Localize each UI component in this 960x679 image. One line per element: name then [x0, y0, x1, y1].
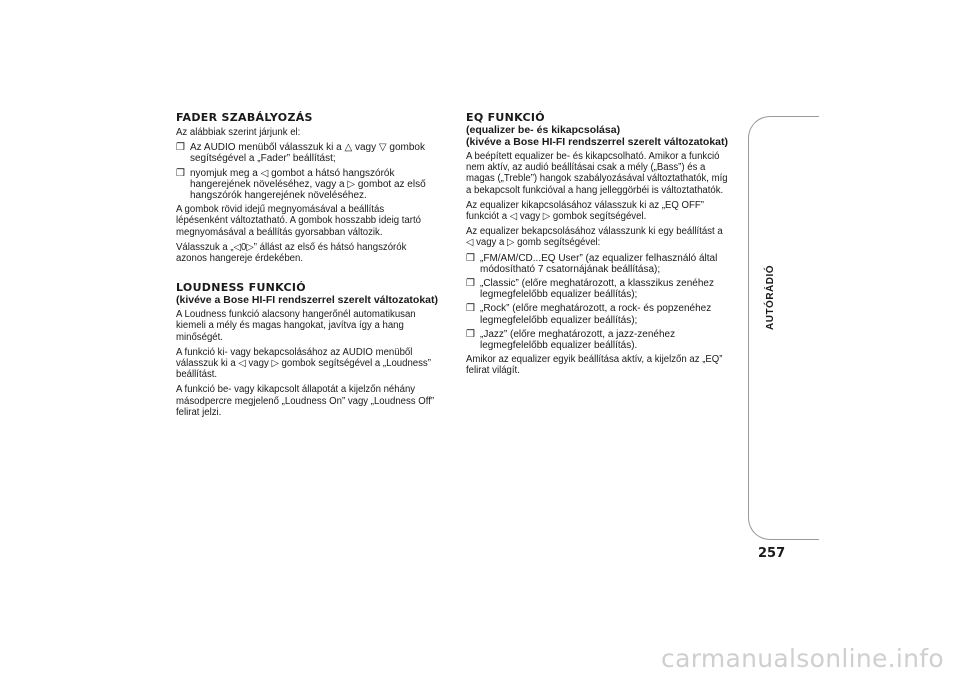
fader-intro: Az alábbiak szerint járjunk el:: [176, 127, 301, 138]
left-column: [176, 112, 446, 422]
left-triangle-icon: ◁: [466, 237, 474, 249]
eq-item: ❒ „Classic” (előre meghatározott, a klasszikus zenéhez legmegfelelőbb equalizer beállítás);: [466, 278, 714, 301]
loudness-subheading: (kivéve a Bose HI-FI rendszerrel szerelt változatokat): [176, 294, 439, 307]
eq-paragraph-3: Az equalizer bekapcsolásához válasszunk ki egy beállítást a ◁ vagy a ▷ gomb segítségével:: [466, 226, 723, 249]
eq-item: ❒ „FM/AM/CD...EQ User” (az equalizer felhasználó által módosítható 7 csatornájának beállítása);: [466, 252, 718, 275]
right-triangle-icon: ▷: [271, 358, 279, 370]
fader-paragraph-2: Válasszuk a „◁0▷” állást az első és hátsó hangszórók azonos hangereje érdekében.: [176, 241, 407, 265]
up-triangle-icon: △: [344, 142, 353, 154]
page-number: 257: [758, 546, 786, 561]
chapter-tab: [748, 116, 819, 540]
right-triangle-icon: ▷: [246, 241, 254, 253]
eq-heading: EQ FUNKCIÓ: [466, 111, 545, 124]
right-triangle-icon: ▷: [507, 237, 515, 249]
watermark: carmanualsonline.info: [661, 644, 944, 673]
left-triangle-icon: ◁: [238, 358, 246, 370]
eq-paragraph-2: Az equalizer kikapcsolásához válasszuk ki az „EQ OFF” funkciót a ◁ vagy ▷ gombok segítségével.: [466, 199, 704, 223]
left-triangle-icon: ◁: [509, 211, 518, 223]
checkbox-bullet-icon: ❒: [176, 142, 185, 154]
down-triangle-icon: ▽: [378, 142, 387, 154]
fader-item-1: ❒ Az AUDIO menüből válasszuk ki a △ vagy ▽ gombok segítségével a „Fader” beállítást;: [176, 142, 425, 165]
eq-paragraph-4: Amikor az equalizer egyik beállítása aktív, a kijelzőn az „EQ” felirat világít.: [466, 354, 723, 377]
eq-item: ❒ „Rock” (előre meghatározott, a rock- és popzenéhez legmegfelelőbb equalizer beállítás);: [466, 303, 712, 326]
fader-paragraph-1: A gombok rövid idejű megnyomásával a beállítás lépésenként változtatható. A gombok hosszabb ideig tartó megnyomásával a beállítás gyorsabban változik.: [176, 204, 421, 238]
fader-item-2: ❒ nyomjuk meg a ◁ gombot a hátsó hangszórók hangerejének növeléséhez, vagy a ▷ gombot az első hangszórók hangerejének növeléséhez.: [176, 167, 426, 202]
checkbox-bullet-icon: ❒: [466, 303, 475, 315]
loudness-paragraph-2: A funkció ki- vagy bekapcsolásához az AUDIO menüből válasszuk ki a ◁ vagy ▷ gombok segítségével a „Loudness” beállítást.: [176, 346, 431, 381]
left-triangle-icon: ◁: [260, 167, 269, 179]
right-triangle-icon: ▷: [347, 178, 356, 190]
right-triangle-icon: ▷: [542, 211, 551, 223]
checkbox-bullet-icon: ❒: [466, 252, 475, 264]
fader-heading: FADER SZABÁLYOZÁS: [176, 111, 313, 124]
loudness-paragraph-1: A Loudness funkció alacsony hangerőnél automatikusan kiemeli a mély és magas hangokat, javítva így a hang minőségét.: [176, 309, 416, 343]
checkbox-bullet-icon: ❒: [176, 167, 185, 179]
checkbox-bullet-icon: ❒: [466, 328, 475, 340]
loudness-heading: LOUDNESS FUNKCIÓ: [176, 281, 306, 295]
checkbox-bullet-icon: ❒: [466, 278, 475, 290]
eq-paragraph-1: A beépített equalizer be- és kikapcsolható. Amikor a funkció nem aktív, az audió beállításai csak a mély („Bass”) és a magas („Treble”) hangok szabályozásával változtathatók, míg a bekapcsolt funkcióval a hang jelleggörbéi is változtathatók.: [466, 151, 728, 196]
eq-subheading-1: (equalizer be- és kikapcsolása): [466, 124, 621, 136]
left-triangle-icon: ◁: [233, 241, 242, 253]
chapter-label: AUTÓRÁDIÓ: [765, 264, 776, 330]
eq-subheading-2: (kivéve a Bose HI-FI rendszerrel szerelt változatokat): [466, 136, 729, 148]
eq-item: ❒ „Jazz” (előre meghatározott, a jazz-zenéhez legmegfelelőbb equalizer beállítás).: [466, 328, 676, 352]
right-column: [466, 112, 742, 381]
loudness-paragraph-3: A funkció be- vagy kikapcsolt állapotát a kijelzőn néhány másodpercre megjelenő „Loudness On” vagy „Loudness Off” felirat jelzi.: [176, 384, 435, 418]
